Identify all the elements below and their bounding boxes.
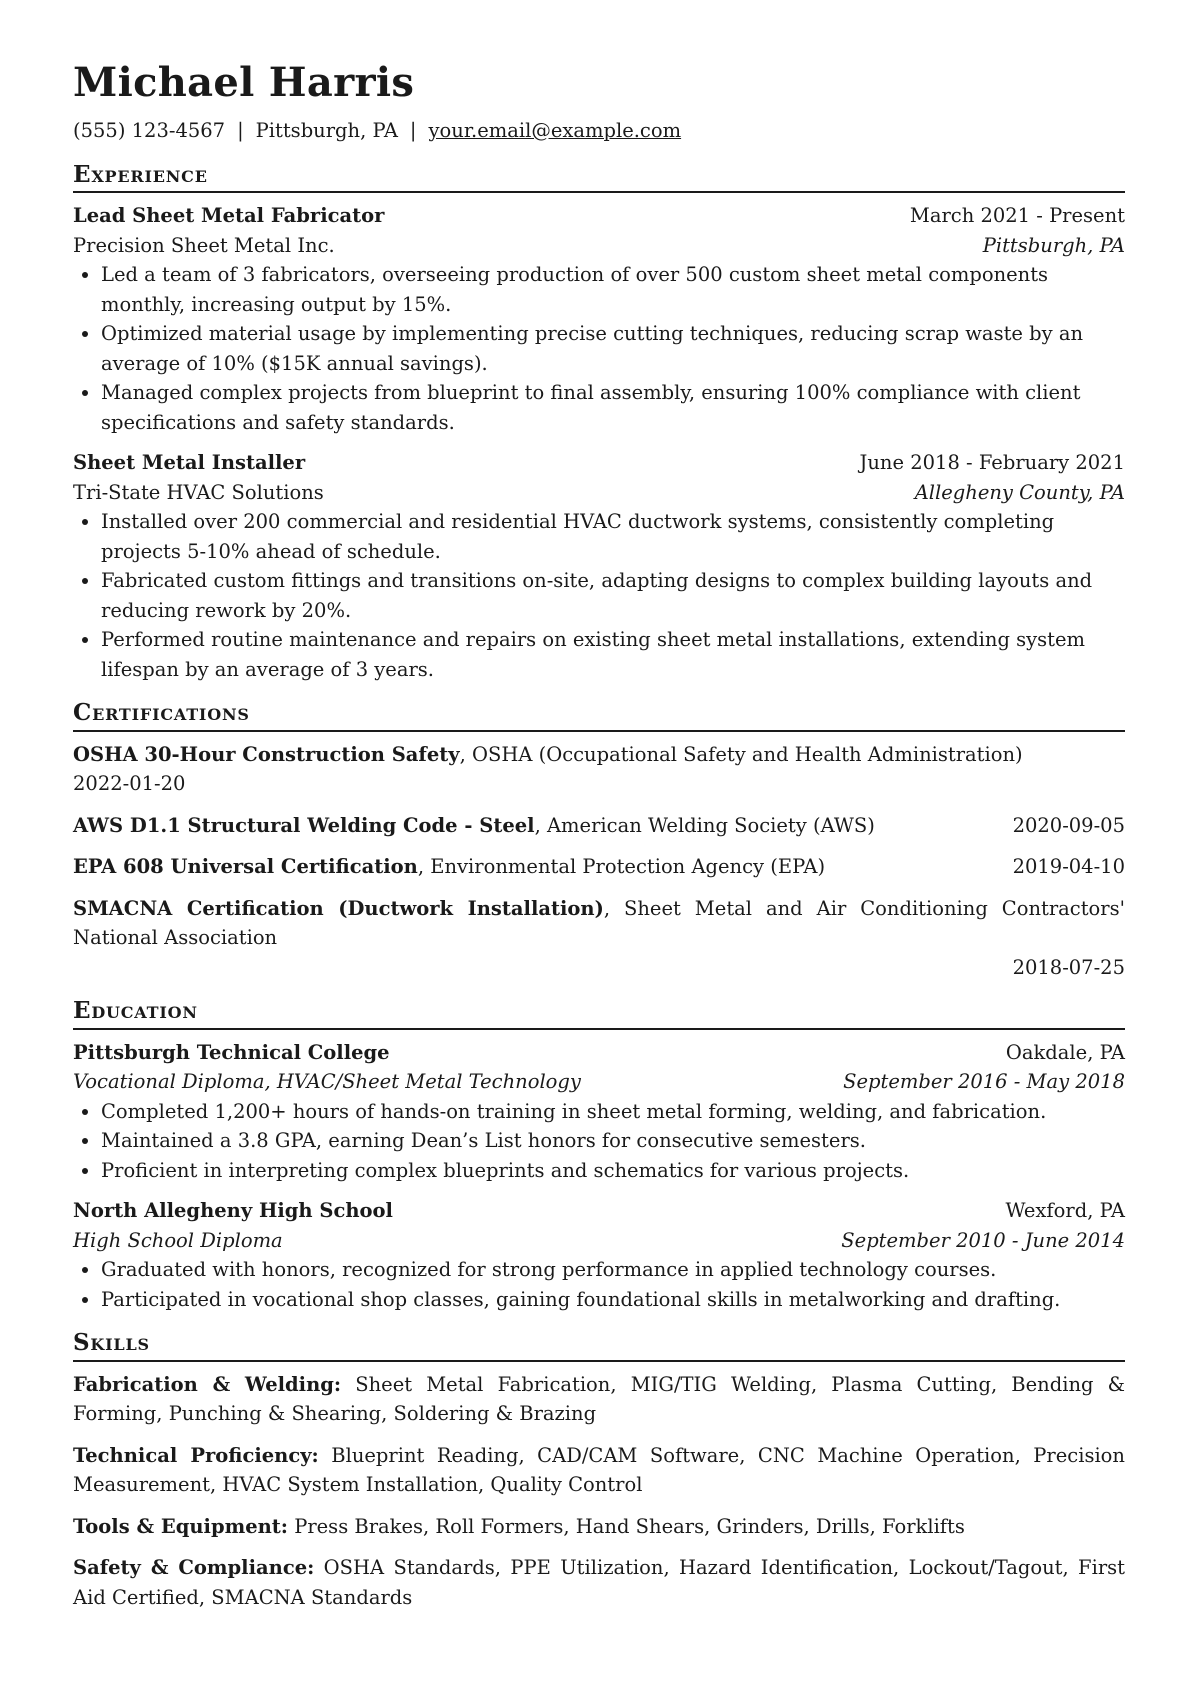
cert-entry — [73, 852, 1125, 882]
job-entry — [73, 201, 1125, 437]
school-dates: September 2016 - May 2018 — [843, 1070, 1125, 1093]
cert-entry — [73, 894, 1125, 983]
list-item: • Fabricated custom fittings and transitions on-site, adapting designs to complex building layouts and reducing rework by 20%. — [101, 566, 1125, 625]
cert-name: OSHA 30-Hour Construction Safety — [73, 742, 460, 766]
skill-text: Sheet Metal Fabrication, MIG/TIG Welding, Plasma Cutting, Bending & Forming, Punching & Shearing, Soldering & Brazing — [73, 1372, 1125, 1425]
job-company: Precision Sheet Metal Inc. — [73, 233, 335, 257]
experience-section — [73, 160, 1125, 685]
job-role: Sheet Metal Installer — [73, 451, 306, 474]
school-entry — [73, 1038, 1125, 1186]
cert-issuer: , OSHA (Occupational Safety and Health Administration) — [459, 742, 1023, 766]
cert-entry — [73, 811, 1125, 841]
cert-date: 2020-09-05 — [1012, 813, 1125, 837]
list-item: • Maintained a 3.8 GPA, earning Dean’s List honors for consecutive semesters. — [101, 1126, 1125, 1156]
cert-name: SMACNA Certification (Ductwork Installation) — [73, 896, 604, 920]
certifications-section — [73, 698, 1125, 982]
school-name: North Allegheny High School — [73, 1199, 393, 1222]
list-item: • Graduated with honors, recognized for strong performance in applied technology courses. — [101, 1255, 1125, 1285]
location: Pittsburgh, PA — [255, 119, 398, 142]
skill-group — [73, 1553, 1125, 1612]
job-location: Pittsburgh, PA — [982, 233, 1125, 257]
job-location: Allegheny County, PA — [914, 480, 1125, 504]
section-title-skills: Skills — [73, 1328, 1125, 1362]
list-item: • Performed routine maintenance and repairs on existing sheet metal installations, extending system lifespan by an average of 3 years. — [101, 625, 1125, 684]
contact-line — [73, 116, 1125, 146]
school-bullets — [73, 1097, 1125, 1186]
skill-text: OSHA Standards, PPE Utilization, Hazard Identification, Lockout/Tagout, First Aid Certified, SMACNA Standards — [73, 1556, 1125, 1609]
school-name: Pittsburgh Technical College — [73, 1040, 390, 1064]
skill-label: Safety & Compliance: — [73, 1556, 315, 1579]
degree: High School Diploma — [73, 1228, 283, 1252]
skills-section — [73, 1328, 1125, 1612]
list-item: • Proficient in interpreting complex blueprints and schematics for various projects. — [101, 1156, 1125, 1186]
section-title-certifications: Certifications — [73, 698, 1125, 732]
cert-date: 2018-07-25 — [1012, 955, 1125, 979]
skill-text: Press Brakes, Roll Formers, Hand Shears, Grinders, Drills, Forklifts — [288, 1514, 965, 1538]
cert-date: 2019-04-10 — [1012, 855, 1125, 878]
skill-group — [73, 1512, 1125, 1542]
separator: | — [409, 119, 417, 142]
skill-label: Tools & Equipment: — [73, 1514, 288, 1538]
education-section — [73, 996, 1125, 1314]
degree: Vocational Diploma, HVAC/Sheet Metal Technology — [73, 1070, 581, 1093]
skill-group — [73, 1370, 1125, 1429]
skill-label: Fabrication & Welding: — [73, 1372, 342, 1396]
job-role: Lead Sheet Metal Fabricator — [73, 204, 385, 227]
cert-issuer: , Environmental Protection Agency (EPA) — [417, 855, 826, 878]
cert-date: 2022-01-20 — [73, 772, 186, 795]
school-dates: September 2010 - June 2014 — [841, 1228, 1125, 1252]
section-title-experience: Experience — [73, 160, 1125, 194]
job-bullets — [73, 507, 1125, 684]
cert-entry — [73, 740, 1125, 799]
skill-label: Technical Proficiency: — [73, 1443, 319, 1467]
school-entry — [73, 1196, 1125, 1314]
separator: | — [237, 119, 244, 142]
job-bullets — [73, 260, 1125, 437]
cert-issuer: , Sheet Metal and Air Conditioning Contractors' National Association — [73, 896, 1125, 949]
school-bullets — [73, 1255, 1125, 1314]
list-item: • Managed complex projects from blueprint to final assembly, ensuring 100% compliance with client specifications and safety standards. — [101, 378, 1125, 437]
candidate-name: Michael Harris — [73, 59, 415, 106]
skill-group — [73, 1441, 1125, 1500]
cert-name: AWS D1.1 Structural Welding Code - Steel — [73, 813, 535, 837]
email-link[interactable]: your.email@example.com — [428, 119, 682, 142]
phone: (555) 123-4567 — [73, 119, 226, 142]
list-item: • Completed 1,200+ hours of hands-on training in sheet metal forming, welding, and fabrication. — [101, 1097, 1125, 1127]
list-item: • Led a team of 3 fabricators, overseeing production of over 500 custom sheet metal components monthly, increasing output by 15%. — [101, 260, 1125, 319]
cert-name: EPA 608 Universal Certification — [73, 855, 418, 878]
list-item: • Installed over 200 commercial and residential HVAC ductwork systems, consistently completing projects 5-10% ahead of schedule. — [101, 507, 1125, 566]
list-item: • Optimized material usage by implementing precise cutting techniques, reducing scrap waste by an average of 10% ($15K annual savings). — [101, 319, 1125, 378]
job-dates: June 2018 - February 2021 — [859, 451, 1125, 474]
resume-page — [73, 58, 1125, 1612]
school-location: Wexford, PA — [1005, 1199, 1125, 1222]
skill-text: Blueprint Reading, CAD/CAM Software, CNC Machine Operation, Precision Measurement, HVAC System Installation, Quality Control — [73, 1443, 1125, 1496]
cert-issuer: , American Welding Society (AWS) — [534, 813, 875, 837]
job-dates: March 2021 - Present — [909, 204, 1125, 227]
school-location: Oakdale, PA — [1005, 1040, 1125, 1064]
job-company: Tri-State HVAC Solutions — [73, 480, 324, 504]
list-item: • Participated in vocational shop classes, gaining foundational skills in metalworking and drafting. — [101, 1285, 1125, 1315]
job-entry — [73, 448, 1125, 684]
section-title-education: Education — [73, 996, 1125, 1030]
